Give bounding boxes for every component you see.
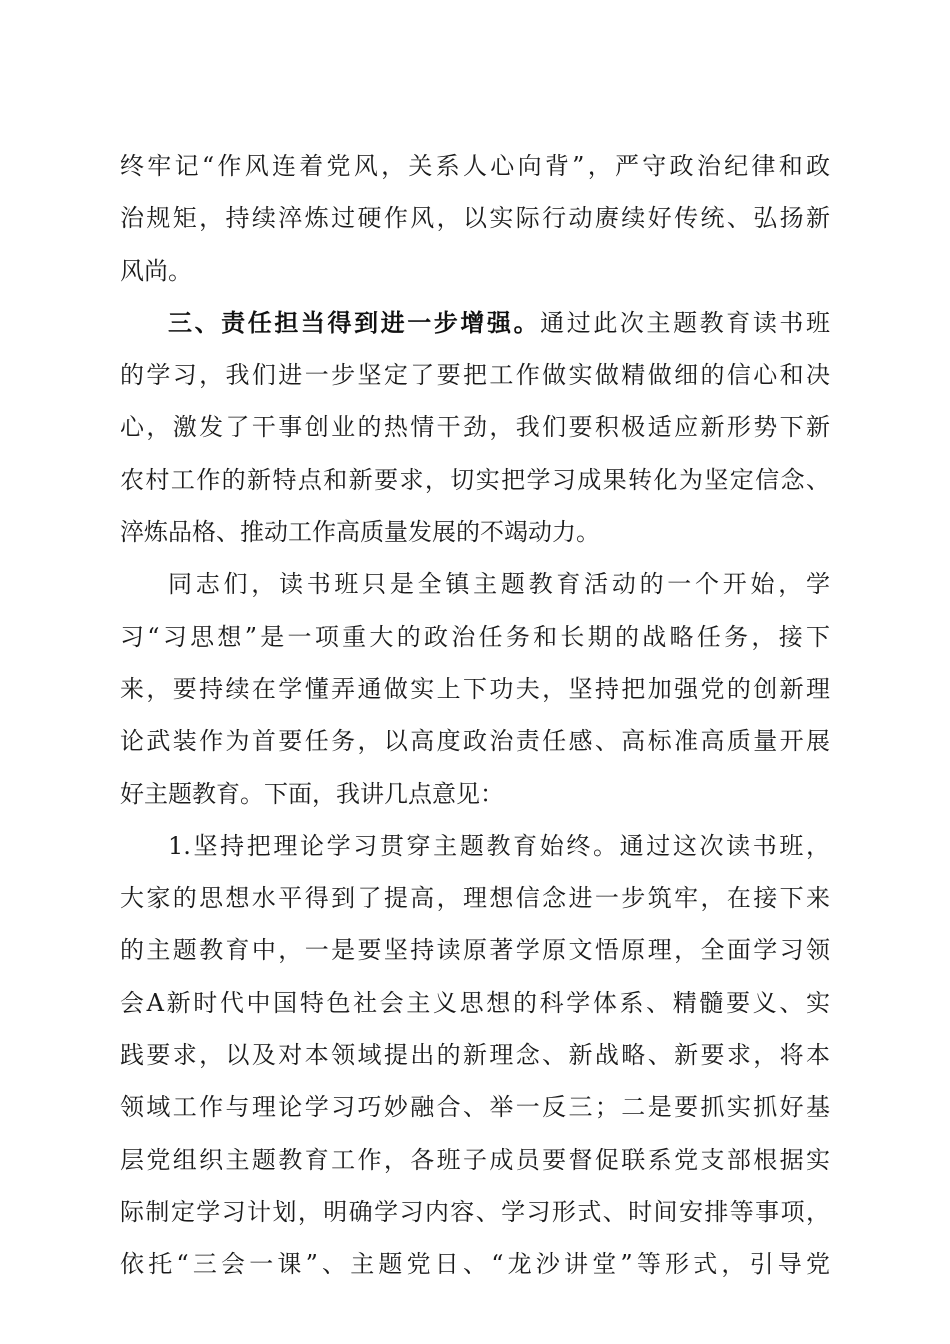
text-line: 际制定学习计划，明确学习内容、学习形式、时间安排等事项， xyxy=(120,1197,830,1226)
text-line: 习“习思想”是一项重大的政治任务和长期的战略任务，接下 xyxy=(120,622,830,651)
text-fragment: 通过此次主题教育读书班 xyxy=(540,308,831,337)
text-line: 层党组织主题教育工作，各班子成员要督促联系党支部根据实 xyxy=(120,1145,830,1174)
text-line: 风尚。 xyxy=(120,256,192,285)
text-line: 淬炼品格、推动工作高质量发展的不竭动力。 xyxy=(120,518,600,547)
text-line: 大家的思想水平得到了提高，理想信念进一步筑牢，在接下来 xyxy=(120,884,830,913)
section-heading: 三、责任担当得到进一步增强。 xyxy=(168,308,541,337)
text-line: 的学习，我们进一步坚定了要把工作做实做精做细的信心和决 xyxy=(120,361,830,390)
text-line: 农村工作的新特点和新要求，切实把学习成果转化为坚定信念、 xyxy=(120,465,830,494)
document-body xyxy=(120,140,830,1291)
paragraph-responsibility xyxy=(120,297,830,558)
text-line xyxy=(120,297,830,349)
paragraph-comrades xyxy=(120,558,830,819)
text-line: 来，要持续在学懂弄通做实上下功夫，坚持把加强党的创新理 xyxy=(120,674,830,703)
text-line: 践要求，以及对本领域提出的新理念、新战略、新要求，将本 xyxy=(120,1041,830,1070)
text-line: 心，激发了干事创业的热情干劲，我们要积极适应新形势下新 xyxy=(120,413,830,442)
text-line: 领域工作与理论学习巧妙融合、举一反三；二是要抓实抓好基 xyxy=(120,1093,830,1122)
text-line: 好主题教育。下面，我讲几点意见： xyxy=(120,779,504,808)
text-line: 论武装作为首要任务，以高度政治责任感、高标准高质量开展 xyxy=(120,727,830,756)
text-line: 1.坚持把理论学习贯穿主题教育始终。通过这次读书班， xyxy=(168,831,830,860)
paragraph-point-1 xyxy=(120,820,830,1291)
text-line: 终牢记“作风连着党风，关系人心向背”，严守政治纪律和政 xyxy=(120,152,830,180)
text-line: 依托“三会一课”、主题党日、“龙沙讲堂”等形式，引导党 xyxy=(120,1250,830,1279)
text-line: 会A新时代中国特色社会主义思想的科学体系、精髓要义、实 xyxy=(120,988,830,1017)
text-line: 同志们，读书班只是全镇主题教育活动的一个开始，学 xyxy=(168,570,830,599)
text-line: 治规矩，持续淬炼过硬作风，以实际行动赓续好传统、弘扬新 xyxy=(120,204,830,233)
text-line: 的主题教育中，一是要坚持读原著学原文悟原理，全面学习领 xyxy=(120,936,830,965)
paragraph-work-style xyxy=(120,140,830,297)
